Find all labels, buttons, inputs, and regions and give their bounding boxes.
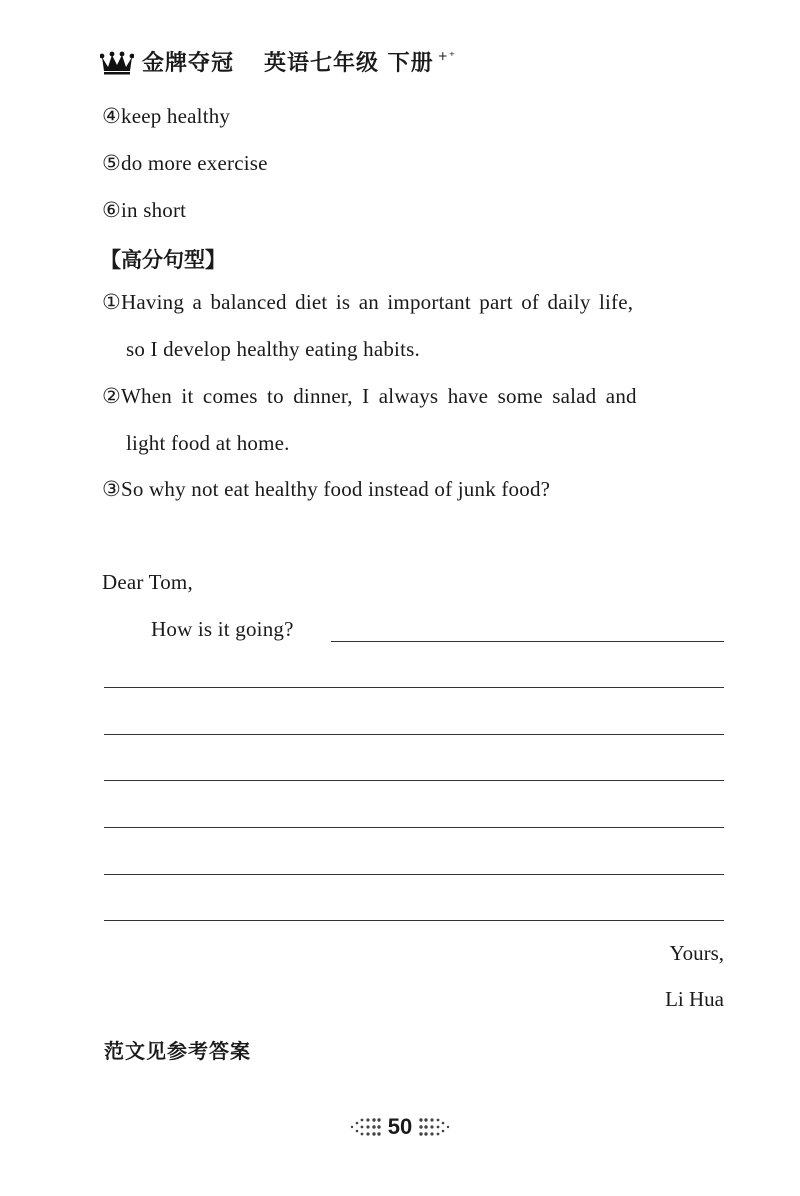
crown-icon [100,49,134,75]
writing-line [104,687,724,688]
sparkle-decoration: +⁺ [437,48,457,63]
dots-decoration-left [348,1116,382,1138]
sentence-2-line-1: ②When it comes to dinner, I always have some salad and [102,384,637,408]
dots-decoration-right [418,1116,452,1138]
writing-line [104,874,724,875]
writing-line [104,827,724,828]
letter-salutation: Dear Tom, [102,570,193,594]
writing-line [104,920,724,921]
sentence-3: ③So why not eat healthy food instead of junk food? [102,477,551,501]
brand-name: 金牌夺冠 [142,51,235,76]
letter-opening: How is it going? [151,617,294,641]
writing-line [104,780,724,781]
page-header [100,46,456,77]
phrase-4: ④keep healthy [102,104,231,128]
page-number-text: 50 [387,1114,413,1139]
sentence-2-line-2: light food at home. [126,431,290,455]
sentence-1-line-1: ①Having a balanced diet is an important part of daily life, [102,290,634,314]
section-title: 【高分句型】 [100,248,226,272]
phrase-5: ⑤do more exercise [102,151,268,175]
page-number [0,1114,800,1140]
writing-line [331,641,724,642]
phrase-6: ⑥in short [102,198,187,222]
letter-closing: Yours, [669,941,724,965]
book-title: 英语七年级 下册 [264,51,434,76]
letter-signature: Li Hua [665,987,724,1011]
writing-line [104,734,724,735]
sentence-1-line-2: so I develop healthy eating habits. [126,337,420,361]
answer-reference-note: 范文见参考答案 [104,1039,251,1063]
